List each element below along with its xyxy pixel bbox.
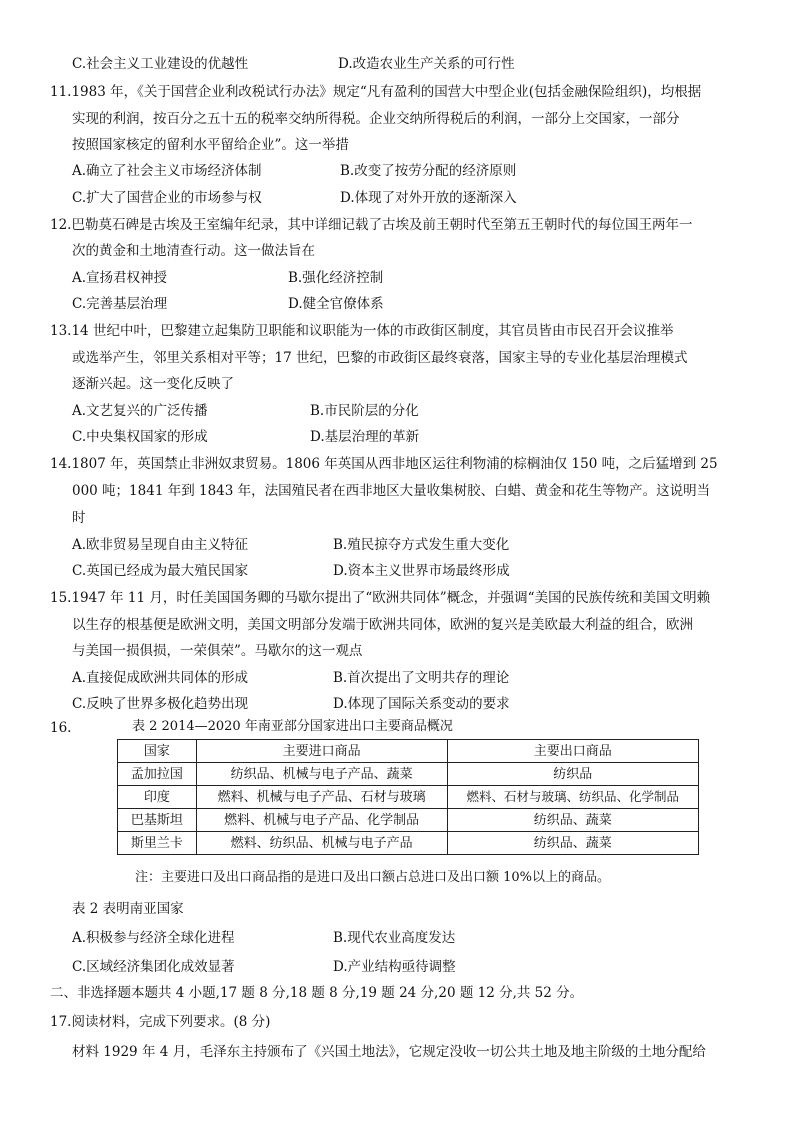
q11-option-a: A.确立了社会主义市场经济体制: [72, 163, 262, 179]
q14-stem-line3: 时: [72, 510, 86, 526]
q15-option-a: A.直接促成欧洲共同体的形成: [72, 670, 249, 686]
q14-option-d: D.资本主义世界市场最终形成: [333, 563, 510, 579]
q12-option-a: A.宣扬君权神授: [72, 270, 168, 286]
table-header-cell: 主要出口商品: [447, 740, 698, 763]
q13-option-b: B.市民阶层的分化: [310, 403, 419, 419]
q11-option-c: C.扩大了国营企业的市场参与权: [72, 190, 262, 206]
q14-option-b: B.殖民掠夺方式发生重大变化: [333, 537, 510, 553]
q12-option-b: B.强化经济控制: [288, 270, 384, 286]
q11-option-d: D.体现了对外开放的逐渐深入: [340, 190, 517, 206]
q15-option-d: D.体现了国际关系变动的要求: [333, 696, 510, 712]
q12-stem-line2: 次的黄金和土地清查行动。这一做法旨在: [72, 243, 315, 259]
q16-option-b: B.现代农业高度发达: [333, 930, 456, 946]
q11-stem-line2: 实现的利润，按百分之五十五的税率交纳所得税。企业交纳所得税后的利润，一部分上交国家，一部分: [72, 111, 680, 127]
q12-option-c: C.完善基层治理: [72, 296, 168, 312]
table-header-cell: 国家: [118, 740, 197, 763]
q12-option-d: D.健全官僚体系: [288, 296, 384, 312]
q11-stem-line3: 按照国家核定的留利水平留给企业”。这一举措: [72, 137, 349, 153]
table-row: [118, 786, 699, 809]
q17-stem-line1: 17.阅读材料，完成下列要求。(8 分): [50, 1014, 271, 1030]
q15-stem-line2: 以生存的根基便是欧洲文明，美国文明部分发端于欧洲共同体，欧洲的复兴是美欧最大利益的组合，欧洲: [72, 617, 693, 633]
q11-option-b: B.改变了按劳分配的经济原则: [340, 163, 517, 179]
table-cell: 燃料、纺织品、机械与电子产品: [196, 832, 447, 855]
q14-stem-line1: 14.1807 年，英国禁止非洲奴隶贸易。1806 年英国从西非地区运往利物浦的棕榈油仅 150 吨，之后猛增到 25: [50, 456, 718, 472]
table-cell: 巴基斯坦: [118, 809, 197, 832]
q15-stem-line1: 15.1947 年 11 月，时任美国国务卿的马歇尔提出了“欧洲共同体”概念，并强调“美国的民族传统和美国文明赖: [50, 590, 711, 606]
table-cell: 纺织品、机械与电子产品、蔬菜: [196, 763, 447, 786]
q15-stem-line3: 与美国一损俱损，一荣俱荣”。马歇尔的这一观点: [72, 643, 363, 659]
q13-stem-line2: 或选举产生，邻里关系相对平等；17 世纪，巴黎的市政街区最终衰落，国家主导的专业化基层治理模式: [72, 350, 688, 366]
section-two-heading: 二、非选择题本题共 4 小题,17 题 8 分,18 题 8 分,19 题 24 分,20 题 12 分,共 52 分。: [50, 985, 584, 1001]
q13-option-c: C.中央集权国家的形成: [72, 429, 208, 445]
q15-option-b: B.首次提出了文明共存的理论: [333, 670, 510, 686]
q16-option-c: C.区域经济集团化成效显著: [72, 959, 235, 975]
q17-material-line1: 材料 1929 年 4 月，毛泽东主持颁布了《兴国土地法》，它规定没收一切公共土地及地主阶级的土地分配给: [72, 1044, 706, 1060]
q16-table-caption: 表 2 2014—2020 年南亚部分国家进出口主要商品概况: [132, 719, 453, 734]
q10-option-d: D.改造农业生产关系的可行性: [338, 56, 515, 72]
q15-option-c: C.反映了世界多极化趋势出现: [72, 696, 249, 712]
q13-option-d: D.基层治理的革新: [310, 429, 420, 445]
q16-option-d: D.产业结构亟待调整: [333, 959, 456, 975]
table-header-row: [118, 740, 699, 763]
table-cell: 斯里兰卡: [118, 832, 197, 855]
q16-number: 16.: [50, 720, 72, 736]
table-cell: 印度: [118, 786, 197, 809]
q16-table: [117, 739, 699, 855]
q13-stem-line1: 13.14 世纪中叶，巴黎建立起集防卫职能和议职能为一体的市政街区制度，其官员皆由市民召开会议推举: [50, 323, 674, 339]
q11-stem-line1: 11.1983 年，《关于国营企业利改税试行办法》规定“凡有盈利的国营大中型企业(包括金融保险组织)，均根据: [50, 84, 702, 100]
q13-stem-line3: 逐渐兴起。这一变化反映了: [72, 376, 234, 392]
q16-table-note: 注：主要进口及出口商品指的是进口及出口额占总进口及出口额 10%以上的商品。: [135, 870, 611, 885]
q10-option-c: C.社会主义工业建设的优越性: [72, 56, 249, 72]
q14-option-c: C.英国已经成为最大殖民国家: [72, 563, 249, 579]
table-cell: 燃料、石材与玻璃、纺织品、化学制品: [447, 786, 698, 809]
table-cell: 燃料、机械与电子产品、化学制品: [196, 809, 447, 832]
q16-option-a: A.积极参与经济全球化进程: [72, 930, 235, 946]
table-row: [118, 809, 699, 832]
table-header-cell: 主要进口商品: [196, 740, 447, 763]
table-cell: 纺织品: [447, 763, 698, 786]
table-cell: 纺织品、蔬菜: [447, 832, 698, 855]
q14-stem-line2: 000 吨；1841 年到 1843 年，法国殖民者在西非地区大量收集树胶、白蜡、黄金和花生等物产。这说明当: [72, 483, 711, 499]
table-row: [118, 832, 699, 855]
q16-stem: 表 2 表明南亚国家: [72, 901, 184, 917]
table-cell: 纺织品、蔬菜: [447, 809, 698, 832]
q13-option-a: A.文艺复兴的广泛传播: [72, 403, 208, 419]
table-cell: 孟加拉国: [118, 763, 197, 786]
q14-option-a: A.欧非贸易呈现自由主义特征: [72, 537, 249, 553]
q12-stem-line1: 12.巴勒莫石碑是古埃及王室编年纪录，其中详细记载了古埃及前王朝时代至第五王朝时代的每位国王两年一: [50, 217, 693, 233]
table-row: [118, 763, 699, 786]
table-cell: 燃料、机械与电子产品、石材与玻璃: [196, 786, 447, 809]
